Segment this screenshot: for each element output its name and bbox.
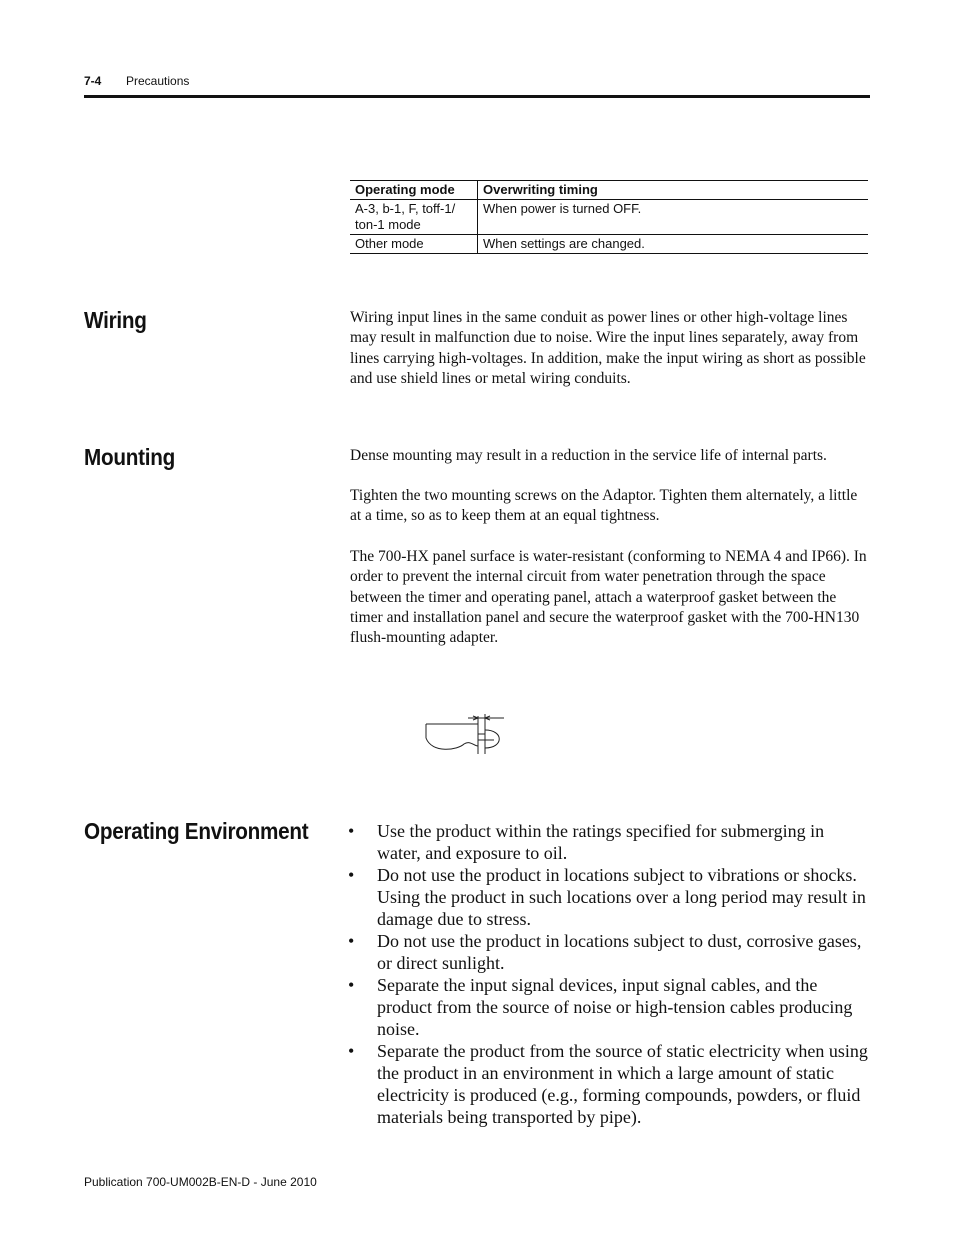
table-cell-mode: Other mode [350, 235, 478, 254]
list-item-text: Do not use the product in locations subject to dust, corrosive gases, or direct sunlight. [377, 931, 862, 973]
bullet-marker: • [348, 1041, 355, 1061]
bullet-marker: • [348, 931, 355, 951]
mounting-paragraph-1: Dense mounting may result in a reduction in the service life of internal parts. [350, 447, 827, 464]
bullet-marker: • [348, 865, 355, 885]
publication-footer: Publication 700-UM002B-EN-D - June 2010 [84, 1175, 317, 1189]
mounting-paragraph-3: The 700-HX panel surface is water-resistant (conforming to NEMA 4 and IP66). In order to prevent the internal circuit from water penetration through the space between the timer and operating panel, attach a waterproof gasket between the timer and installation panel and secure the waterproof gasket with the 700-HN130 flush-mounting adapter. [350, 548, 867, 647]
list-item [348, 1040, 870, 1128]
section-title: Precautions [126, 74, 190, 88]
column-header-operating-mode: Operating mode [350, 181, 478, 200]
table-cell-mode [350, 200, 478, 235]
table-cell-timing: When settings are changed. [478, 235, 869, 254]
mode-line: A-3, b-1, F, toff-1/ [355, 201, 456, 216]
mounting-paragraph-2: Tighten the two mounting screws on the Adaptor. Tighten them alternately, a little at a time, so as to keep them at an equal tightness. [350, 487, 858, 525]
table-row [350, 235, 868, 254]
operating-environment-list [348, 820, 870, 1128]
list-item [348, 974, 870, 1040]
list-item [348, 930, 870, 974]
list-item [348, 820, 870, 864]
list-item-text: Separate the input signal devices, input signal cables, and the product from the source of noise or high-tension cables producing noise. [377, 975, 853, 1039]
mounting-gasket-diagram [424, 710, 510, 756]
running-header [84, 74, 870, 96]
mode-line: ton-1 mode [355, 217, 421, 232]
list-item-text: Separate the product from the source of static electricity when using the product in an environment in which a large amount of static electricity is produced (e.g., forming compounds, powders, or fluid materials being transported by pipe). [377, 1041, 868, 1127]
bullet-marker: • [348, 975, 355, 995]
table-cell-timing: When power is turned OFF. [478, 200, 869, 235]
header-rule [84, 95, 870, 98]
list-item [348, 864, 870, 930]
operating-environment-heading: Operating Environment [84, 818, 309, 844]
table-header-row [350, 181, 868, 200]
wiring-paragraph: Wiring input lines in the same conduit as power lines or other high-voltage lines may result in malfunction due to noise. Wire the input lines separately, away from lines carrying high-voltages. In addition, make the input wiring as short as possible and use shield lines or metal wiring conduits. [350, 309, 866, 387]
wiring-heading: Wiring [84, 307, 147, 333]
list-item-text: Do not use the product in locations subject to vibrations or shocks. Using the product in such locations over a long period may result in damage due to stress. [377, 865, 866, 929]
table-row [350, 200, 868, 235]
overwriting-timing-table [350, 180, 868, 254]
bullet-marker: • [348, 821, 355, 841]
page-number: 7-4 [84, 74, 102, 88]
mounting-heading: Mounting [84, 444, 175, 470]
list-item-text: Use the product within the ratings specified for submerging in water, and exposure to oil. [377, 821, 825, 863]
column-header-overwriting-timing: Overwriting timing [478, 181, 869, 200]
